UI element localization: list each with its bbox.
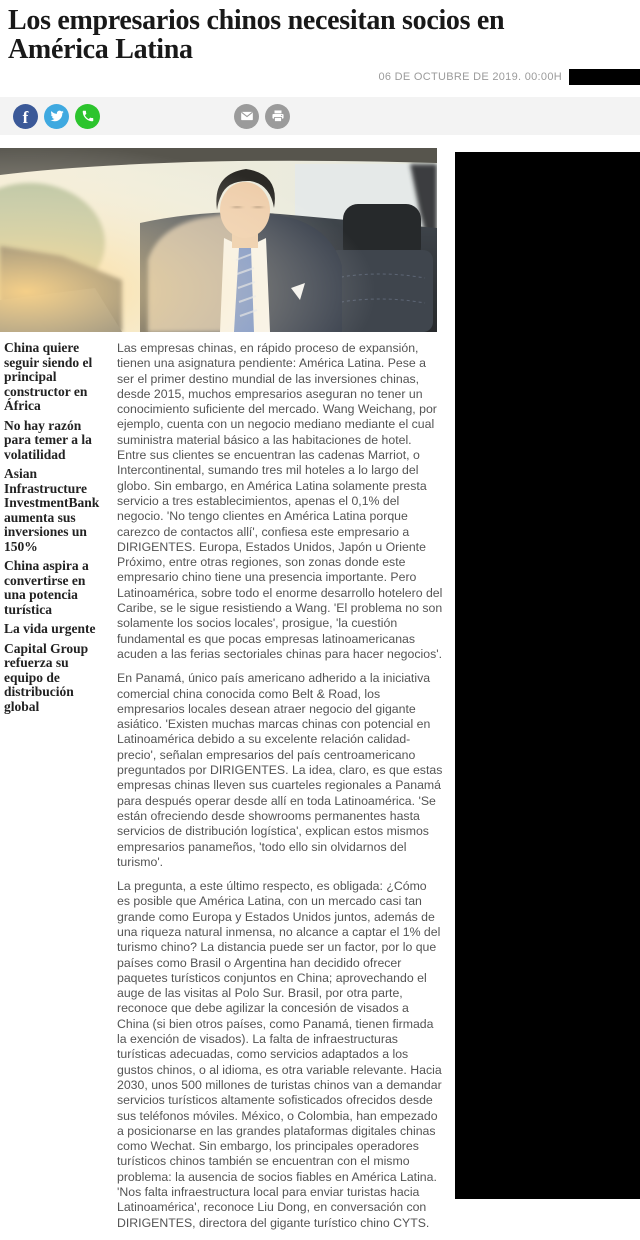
email-share-button[interactable]: [234, 104, 259, 129]
ad-placeholder: [455, 152, 640, 1199]
article-body: [117, 341, 443, 1240]
related-article-link[interactable]: La vida urgente: [4, 621, 96, 636]
whatsapp-share-button[interactable]: [75, 104, 100, 129]
twitter-icon: [50, 109, 64, 123]
related-article-link[interactable]: China aspira a convertirse en una potencia turística: [4, 558, 89, 617]
article-paragraph: Las empresas chinas, en rápido proceso de expansión, tienen una asignatura pendiente: América Latina. Pese a ser el primer destino mundial de las inversiones chinas, desde 2015, muchos empresarios aseguran no tener un conocimiento suficiente del mercado. Wang Weichang, por ejemplo, cuenta con un negocio mediano mediante el cual suministra material básico a las habitaciones de hotel. Entre sus clientes se encuentran las cadenas Marriot, o Intercontinental, sumando tres mil hoteles a lo largo del globo. Sin embargo, en América Latina solamente presta servicio a tres establecimientos, apenas el 0,1% del negocio. 'No tengo clientes en América Latina porque carezco de contactos allí', confiesa este empresario a DIRIGENTES. Europa, Estados Unidos, Japón u Oriente Próximo, entre otras regiones, son zonas donde este empresario chino tiene una presencia importante. Pero Latinoamérica, sobre todo el enorme desarrollo hotelero del Caribe, se le sigue resistiendo a Wang. 'El problema no son solamente los socios locales', prosigue, 'la cuestión fundamental es que pocas empresas latinoamericanas acuden a las ferias sectoriales chinas para hacer negocios'.: [117, 341, 443, 661]
printer-icon: [271, 109, 285, 123]
redacted-label-box: [569, 69, 640, 85]
article-meta-row: [0, 68, 640, 86]
facebook-icon: f: [22, 108, 29, 127]
article-image: [0, 148, 437, 332]
twitter-share-button[interactable]: [44, 104, 69, 129]
article-title-line: América Latina: [8, 34, 193, 65]
envelope-icon: [240, 109, 254, 123]
related-article-link[interactable]: Asian Infrastructure InvestmentBank aumenta sus inversiones un 150%: [4, 466, 100, 554]
related-articles-sidebar: [4, 341, 108, 1240]
facebook-share-button[interactable]: [13, 104, 38, 129]
share-bar: [0, 97, 640, 135]
article-paragraph: En Panamá, único país americano adherido a la iniciativa comercial china conocida como Belt & Road, los empresarios locales desean atraer negocio del gigante asiático. 'Existen muchas marcas chinas con potencial en Latinoamérica debido a su excelente relación calidad-precio', señalan empresarios del país centroamericano preguntados por DIRIGENTES. La idea, claro, es que estas empresas chinas lleven sus cuarteles regionales a Panamá para después operar desde allí en toda Latinoamérica. 'Se están ofreciendo desde showrooms permanentes hasta servicios de distribución logística', explican estos mismos empresarios panameños, 'todo ello sin olvidarnos del turismo'.: [117, 671, 443, 869]
article-paragraph: La pregunta, a este último respecto, es obligada: ¿Cómo es posible que América Latina, con un mercado casi tan grande como Europa y Estados Unidos juntos, además de una riqueza natural inmensa, no alcance a captar el 1% del turismo chino? La distancia puede ser un factor, por lo que países como Brasil o Argentina han decidido ofrecer paquetes turísticos conjuntos en China; aprovechando el auge de las visitas al Polo Sur. Brasil, por otra parte, reconoce que debe agilizar la concesión de visados a China (si bien otros países, como Panamá, tienen firmada la exención de visados). La falta de infraestructuras turísticas adecuadas, como servicios adaptados a los gustos chinos, o al idioma, es otra variable relevante. Hacia 2030, unos 500 millones de turistas chinos van a demandar servicios turísticos altamente sofisticados ofrecidos desde sus teléfonos móviles. México, o Colombia, han empezado a posicionarse en las grandes plataformas digitales chinas como Wechat. Sin embargo, los principales operadores turísticos chinos también se encuentran con el mismo problema: la ausencia de socios fiables en América Latina. 'Nos falta infraestructura local para enviar turistas hacia Latinoamérica', reconoce Liu Dong, en conversación con DIRIGENTES, directora del gigante turístico chino CYTS.: [117, 879, 442, 1230]
related-article-link[interactable]: China quiere seguir siendo el principal constructor en África: [4, 340, 93, 413]
article-title-line: Los empresarios chinos necesitan socios en: [8, 5, 505, 36]
related-article-link[interactable]: Capital Group refuerza su equipo de distribución global: [4, 640, 89, 714]
publish-date: 06 DE OCTUBRE DE 2019. 00:00H: [378, 71, 562, 83]
related-article-link[interactable]: No hay razón para temer a la volatilidad: [4, 417, 92, 462]
whatsapp-icon: [81, 109, 95, 123]
print-share-button[interactable]: [265, 104, 290, 129]
article-title: [8, 6, 632, 64]
